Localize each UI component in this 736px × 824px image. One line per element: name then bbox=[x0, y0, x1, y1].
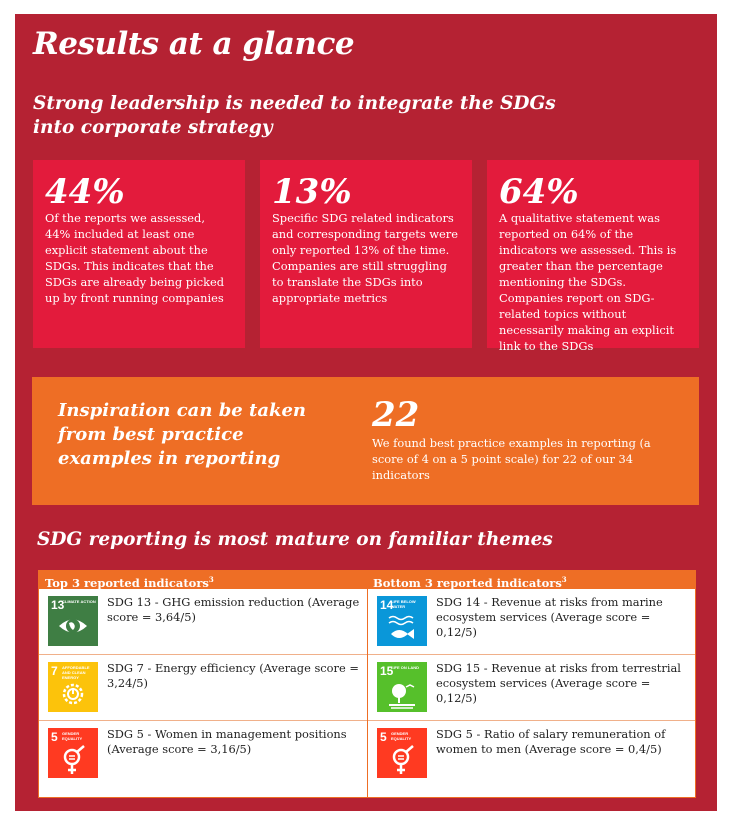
stat-description: Of the reports we assessed, 44% included at least one explicit statement about the SDGs. This indicates that the SDGs are already being picked up by front running companies bbox=[45, 211, 225, 305]
sun-power-icon bbox=[58, 679, 88, 709]
inspiration-box bbox=[32, 377, 699, 505]
indicator-text: SDG 5 - Women in management positions (Average score = 3,16/5) bbox=[107, 727, 347, 756]
sdg-5-tile: 5 GENDER EQUALITY bbox=[48, 728, 98, 778]
indicator-text: SDG 13 - GHG emission reduction (Average score = 3,64/5) bbox=[107, 595, 360, 624]
table-row bbox=[368, 655, 695, 721]
section-heading: SDG reporting is most mature on familiar themes bbox=[37, 529, 553, 550]
sdg-14-tile: 14 LIFE BELOW WATER bbox=[377, 596, 427, 646]
top-indicators-header: Top 3 reported indicators$^3$ bbox=[39, 571, 367, 589]
inspiration-number: 22 bbox=[372, 395, 420, 435]
inspiration-heading: Inspiration can be taken from best practice examples in reporting bbox=[58, 400, 306, 469]
stat-value: 44% bbox=[45, 172, 125, 212]
sdg-15-tile: 15 LIFE ON LAND bbox=[377, 662, 427, 712]
table-row bbox=[368, 589, 695, 655]
indicators-table bbox=[38, 570, 696, 798]
page-subtitle: Strong leadership is needed to integrate the SDGs into corporate strategy bbox=[33, 93, 556, 138]
table-row bbox=[39, 721, 367, 787]
tree-bird-icon bbox=[387, 679, 417, 709]
indicator-text: SDG 7 - Energy efficiency (Average score = 3,24/5) bbox=[107, 661, 359, 690]
eye-globe-icon bbox=[58, 613, 88, 639]
indicator-text: SDG 15 - Revenue at risks from terrestrial ecosystem services (Average score = 0,12/5) bbox=[436, 661, 681, 705]
stat-value: 64% bbox=[499, 172, 579, 212]
indicator-text: SDG 14 - Revenue at risks from marine ecosystem services (Average score = 0,12/5) bbox=[436, 595, 663, 639]
sdg-13-tile: 13 CLIMATE ACTION bbox=[48, 596, 98, 646]
fish-icon bbox=[387, 613, 417, 643]
stat-description: A qualitative statement was reported on 64% of the indicators we assessed. This is greater than the percentage mentioning the SDGs. Companies report on SDG-related topics without necessarily making an explicit link to the SDGs bbox=[499, 211, 677, 353]
stat-value: 13% bbox=[272, 172, 352, 212]
stat-box-reports bbox=[33, 160, 245, 348]
table-row bbox=[368, 721, 695, 787]
table-row bbox=[39, 655, 367, 721]
stat-box-qualitative bbox=[487, 160, 699, 353]
table-row bbox=[39, 589, 367, 655]
gender-equality-icon bbox=[387, 745, 417, 775]
sdg-7-tile: 7 AFFORDABLE AND CLEAN ENERGY bbox=[48, 662, 98, 712]
bottom-indicators-header: Bottom 3 reported indicators$^3$ bbox=[367, 571, 695, 589]
gender-equality-icon bbox=[58, 745, 88, 775]
sdg-5-tile: 5 GENDER EQUALITY bbox=[377, 728, 427, 778]
inspiration-text: We found best practice examples in reporting (a score of 4 on a 5 point scale) for 22 of our 34 indicators bbox=[372, 436, 651, 482]
results-panel bbox=[15, 14, 717, 811]
page-title: Results at a glance bbox=[33, 26, 355, 62]
stat-description: Specific SDG related indicators and corresponding targets were only reported 13% of the time. Companies are still struggling to translate the SDGs into appropriate metrics bbox=[272, 211, 458, 305]
stat-box-indicators bbox=[260, 160, 472, 348]
indicator-text: SDG 5 - Ratio of salary remuneration of women to men (Average score = 0,4/5) bbox=[436, 727, 666, 756]
